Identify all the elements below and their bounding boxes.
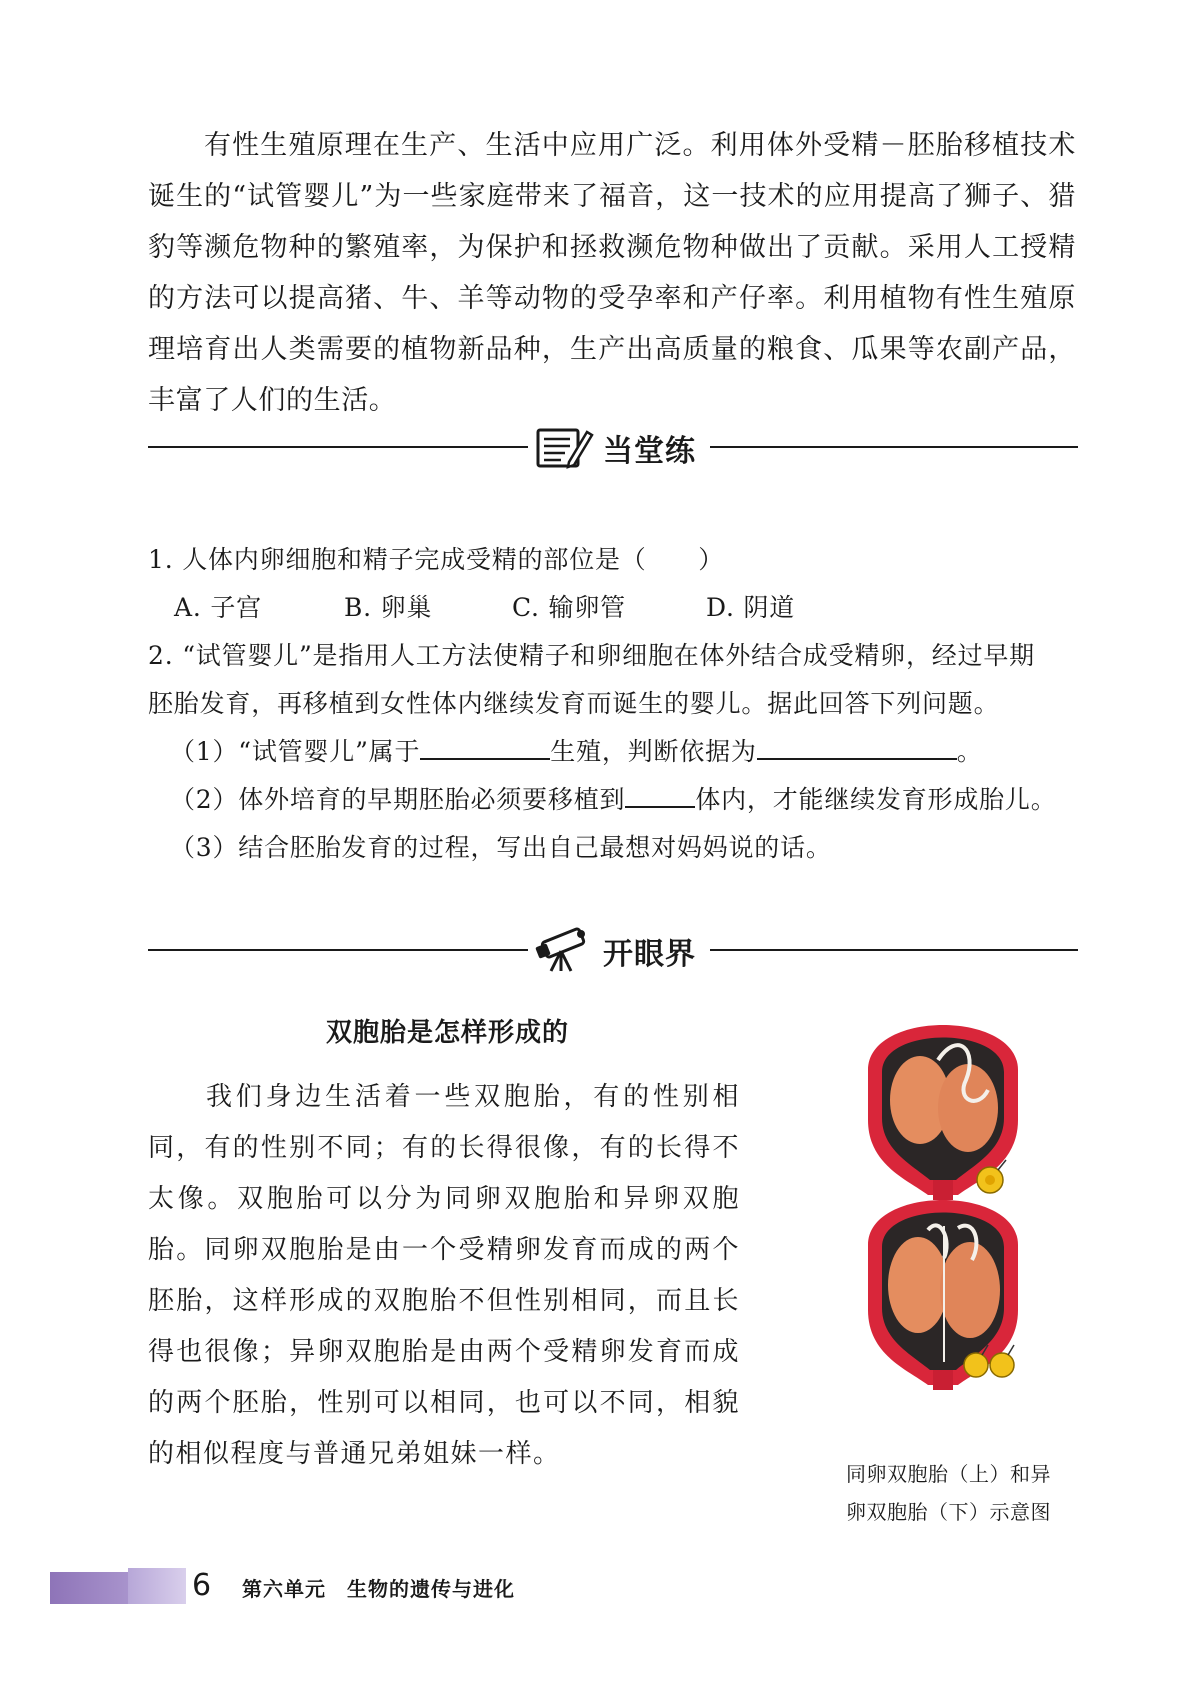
page-number: 6	[192, 1568, 212, 1603]
q1-option-d: D. 阴道	[706, 593, 796, 622]
article-body	[148, 1072, 740, 1480]
notepad-pencil-icon	[533, 422, 595, 472]
caption-line-1: 同卵双胞胎（上）和异	[846, 1462, 1051, 1486]
answer-blank-1[interactable]	[420, 736, 550, 760]
twins-illustration	[848, 990, 1038, 1440]
q2-sub2-part-a: （2）体外培育的早期胚胎必须要移植到	[170, 785, 626, 814]
page-footer	[50, 1558, 650, 1608]
q2-stem-line2: 胚胎发育，再移植到女性体内继续发育而诞生的婴儿。据此回答下列问题。	[148, 689, 1000, 718]
caption-line-2: 卵双胞胎（下）示意图	[846, 1500, 1051, 1524]
divider-left	[148, 446, 528, 448]
q1-stem: 1. 人体内卵细胞和精子完成受精的部位是（ ）	[148, 545, 725, 574]
article-paragraph: 我们身边生活着一些双胞胎，有的性别相同，有的性别不同；有的长得很像，有的长得不太像。双胞胎可以分为同卵双胞胎和异卵双胞胎。同卵双胞胎是由一个受精卵发育而成的两个胚胎，这样形成的双胞胎不但性别相同，而且长得也很像；异卵双胞胎是由两个受精卵发育而成的两个胚胎，性别可以相同，也可以不同，相貌的相似程度与普通兄弟姐妹一样。	[148, 1082, 740, 1469]
q2-sub2	[170, 780, 1057, 816]
q2-sub2-part-b: 体内，才能继续发育形成胎儿。	[695, 785, 1057, 814]
horizon-title: 开眼界	[603, 937, 696, 972]
q1-option-c: C. 输卵管	[512, 593, 626, 622]
divider-right	[710, 949, 1078, 951]
figure-caption	[846, 1455, 1076, 1531]
q2-sub3: （3）结合胚胎发育的过程，写出自己最想对妈妈说的话。	[170, 833, 832, 862]
q2-sub1-part-b: 生殖，判断依据为	[550, 737, 757, 766]
q2-sub1-part-a: （1）“试管婴儿”属于	[170, 737, 421, 766]
intro-paragraph: 有性生殖原理在生产、生活中应用广泛。利用体外受精－胚胎移植技术诞生的“试管婴儿”为一些家庭带来了福音，这一技术的应用提高了狮子、猎豹等濒危物种的繁殖率，为保护和拯救濒危物种做出了贡献。采用人工授精的方法可以提高猪、牛、羊等动物的受孕率和产仔率。利用植物有性生殖原理培育出人类需要的植物新品种，生产出高质量的粮食、瓜果等农副产品，丰富了人们的生活。	[148, 130, 1076, 416]
divider-right	[710, 446, 1078, 448]
practice-heading	[148, 422, 1078, 472]
uterus-identical-twins	[868, 1025, 1018, 1200]
intro-section	[148, 120, 1076, 426]
q1-option-b: B. 卵巢	[344, 593, 433, 622]
unit-title: 第六单元 生物的遗传与进化	[242, 1577, 515, 1601]
q2-stem-line1: 2. “试管婴儿”是指用人工方法使精子和卵细胞在体外结合成受精卵，经过早期	[148, 641, 1035, 670]
uterus-fraternal-twins	[868, 1200, 1018, 1390]
horizon-heading	[148, 925, 1078, 975]
divider-left	[148, 949, 528, 951]
answer-blank-2[interactable]	[757, 736, 957, 760]
q2-sub1	[170, 732, 983, 768]
practice-title: 当堂练	[603, 434, 696, 469]
article-title: 双胞胎是怎样形成的	[326, 1018, 570, 1048]
footer-color-bar-light	[128, 1568, 186, 1604]
q1-option-a: A. 子宫	[174, 593, 262, 622]
answer-blank-3[interactable]	[625, 784, 695, 808]
telescope-icon	[533, 925, 595, 975]
footer-color-bar	[50, 1572, 128, 1604]
q2-sub1-part-c: 。	[956, 737, 983, 766]
